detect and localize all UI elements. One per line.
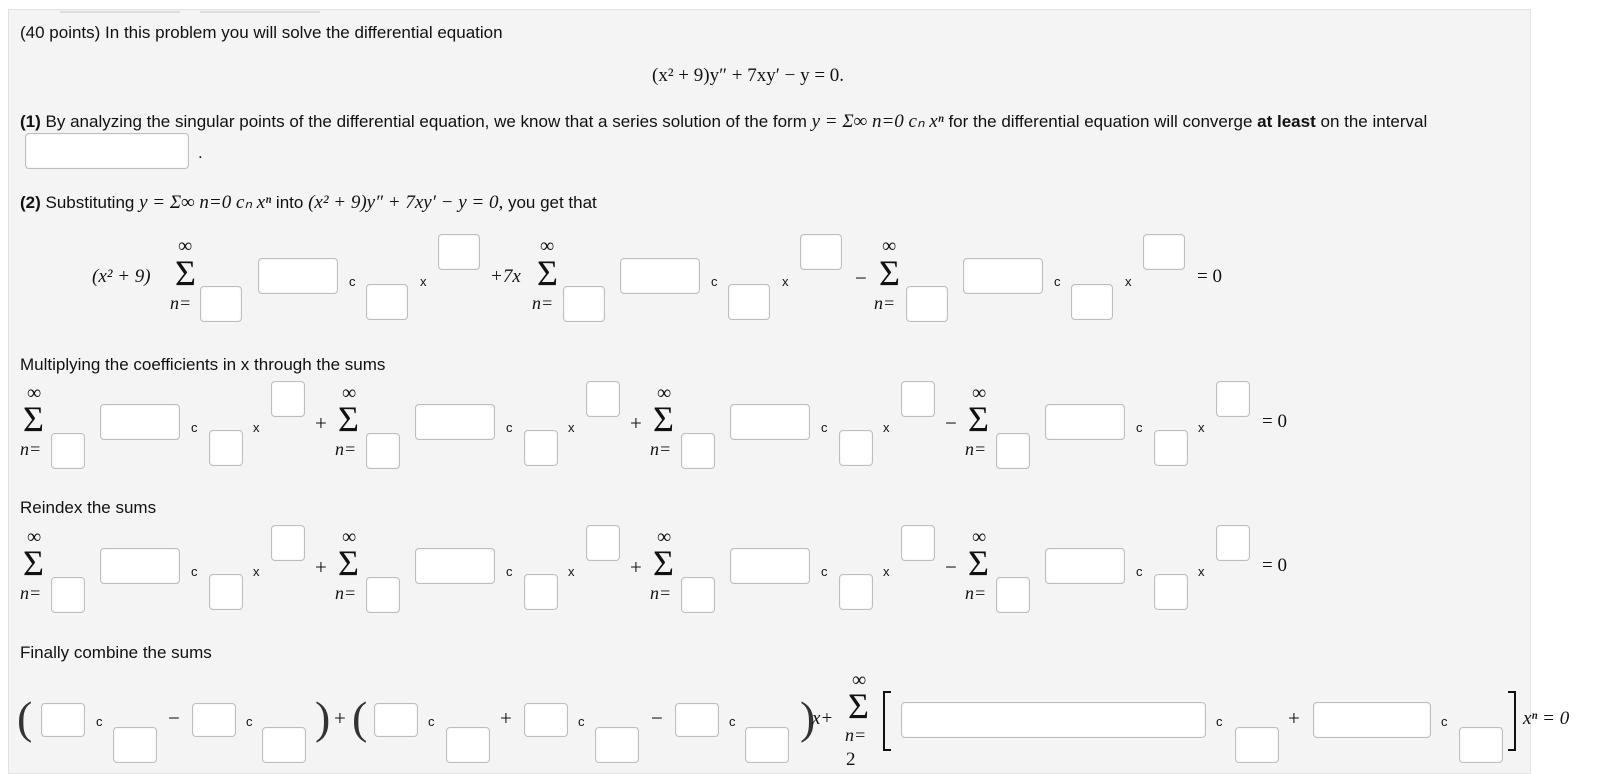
row2-term1-lower-index[interactable]: [51, 433, 85, 469]
row3-term2-c-subscript[interactable]: [524, 574, 558, 610]
intro-text: (40 points) In this problem you will solve the differential equation: [20, 23, 503, 42]
n-equals-label: n=: [845, 725, 867, 745]
x-plus-term: x+: [812, 708, 834, 729]
part2-text-after: you get that: [507, 193, 597, 212]
coef-c-label: c: [349, 274, 356, 289]
close-paren: ): [315, 692, 331, 743]
row2-term2-lower-index[interactable]: [366, 433, 400, 469]
part1-label: (1): [20, 112, 41, 131]
row3-term4-c-subscript[interactable]: [1154, 574, 1188, 610]
part1-emphasis: at least: [1257, 112, 1316, 131]
n-equals-label: n=: [20, 583, 42, 603]
infinity-symbol: ∞: [972, 382, 987, 404]
combine-group2-sub1[interactable]: [446, 727, 490, 763]
row3-term1-coefficient[interactable]: [100, 548, 180, 584]
part2-text-before: Substituting: [45, 193, 135, 212]
row3-term2-x-exponent[interactable]: [586, 525, 620, 561]
combine-group1-sub1[interactable]: [113, 727, 157, 763]
n-equals-label: n=: [965, 439, 987, 459]
row2-term2-c-subscript[interactable]: [524, 430, 558, 466]
minus-sign: −: [945, 555, 957, 579]
sigma-symbol: Σ: [338, 543, 359, 583]
coef-c-label: c: [246, 714, 253, 729]
row3-term4-x-exponent[interactable]: [1216, 525, 1250, 561]
coef-c-label: c: [506, 564, 513, 579]
row2-term2-x-exponent[interactable]: [586, 381, 620, 417]
row1-term1-lower-index[interactable]: [200, 286, 242, 322]
row1-term2-lower-index[interactable]: [563, 286, 605, 322]
sum-start-two: 2: [846, 749, 856, 770]
part1-text-before: By analyzing the singular points of the differential equation, we know that a series solution of the form: [45, 112, 807, 131]
infinity-symbol: ∞: [27, 526, 42, 548]
part1-text: [20, 110, 1427, 133]
part2-series: y = Σ∞ n=0 cₙ xⁿ: [139, 192, 272, 213]
coef-c-label: c: [96, 714, 103, 729]
n-equals-label: n=: [650, 583, 672, 603]
var-x-label: x: [1198, 420, 1205, 435]
row1-term1-coefficient[interactable]: [258, 258, 338, 294]
final-tail: xⁿ = 0: [1523, 708, 1570, 729]
part2-text: [20, 191, 597, 214]
equals-zero: = 0: [1262, 555, 1287, 576]
part1-text-after: on the interval: [1320, 112, 1428, 131]
infinity-symbol: ∞: [852, 669, 867, 691]
tab-strip: [60, 0, 460, 3]
row1-term1-x-exponent[interactable]: [438, 234, 480, 270]
infinity-symbol: ∞: [540, 235, 555, 257]
coef-c-label: c: [191, 564, 198, 579]
plus-sign: +: [334, 706, 346, 730]
row2-term2-coefficient[interactable]: [415, 404, 495, 440]
close-paren: ): [800, 692, 816, 743]
coef-c-label: c: [1441, 714, 1448, 729]
row3-term2-coefficient[interactable]: [415, 548, 495, 584]
coef-c-label: c: [506, 420, 513, 435]
row1-term2-c-subscript[interactable]: [728, 284, 770, 320]
row2-term1-coefficient[interactable]: [100, 404, 180, 440]
plus-sign: +: [500, 706, 512, 730]
minus-sign: −: [168, 706, 180, 730]
var-x-label: x: [883, 420, 890, 435]
interval-input[interactable]: [25, 133, 189, 169]
coef-c-label: c: [711, 274, 718, 289]
sigma-symbol: Σ: [338, 399, 359, 439]
var-x-label: x: [253, 420, 260, 435]
row3-term3-lower-index[interactable]: [681, 577, 715, 613]
plus-sign: +: [315, 411, 327, 435]
row1-term3-coefficient[interactable]: [963, 258, 1043, 294]
infinity-symbol: ∞: [882, 235, 897, 257]
sigma-symbol: Σ: [23, 543, 44, 583]
row1-term1-c-subscript[interactable]: [366, 284, 408, 320]
infinity-symbol: ∞: [342, 526, 357, 548]
row3-term4-coefficient[interactable]: [1045, 548, 1125, 584]
combine-group2-coef3[interactable]: [675, 703, 719, 737]
combine-group2-sub2[interactable]: [595, 727, 639, 763]
row1-term3-x-exponent[interactable]: [1143, 234, 1185, 270]
n-equals-label: n=: [650, 439, 672, 459]
row2-term3-lower-index[interactable]: [681, 433, 715, 469]
sigma-symbol: Σ: [968, 399, 989, 439]
open-paren: (: [352, 692, 368, 743]
row3-term2-lower-index[interactable]: [366, 577, 400, 613]
var-x-label: x: [1125, 274, 1132, 289]
var-x-label: x: [568, 420, 575, 435]
main-equation: (x² + 9)y″ + 7xy′ − y = 0.: [652, 65, 845, 86]
n-equals-label: n=: [335, 583, 357, 603]
row2-term1-c-subscript[interactable]: [209, 430, 243, 466]
section-multiplying: Multiplying the coefficients in x through the sums: [20, 355, 386, 374]
row2-term4-x-exponent[interactable]: [1216, 381, 1250, 417]
coef-c-label: c: [821, 420, 828, 435]
sigma-symbol: Σ: [23, 399, 44, 439]
row2-term3-c-subscript[interactable]: [839, 430, 873, 466]
var-x-label: x: [420, 274, 427, 289]
n-equals-label: n=: [335, 439, 357, 459]
plus-sign: +: [630, 555, 642, 579]
row2-term4-lower-index[interactable]: [996, 433, 1030, 469]
row2-term3-x-exponent[interactable]: [901, 381, 935, 417]
minus-sign: −: [651, 706, 663, 730]
combine-group2-sub3[interactable]: [745, 727, 789, 763]
combine-group1-sub2[interactable]: [262, 727, 306, 763]
row1-term2-x-exponent[interactable]: [800, 234, 842, 270]
part1-period: .: [198, 143, 203, 162]
sigma-symbol: Σ: [653, 543, 674, 583]
sigma-symbol: Σ: [968, 543, 989, 583]
part2-equation: (x² + 9)y″ + 7xy′ − y = 0,: [308, 192, 504, 213]
infinity-symbol: ∞: [27, 382, 42, 404]
infinity-symbol: ∞: [342, 382, 357, 404]
part2-label: (2): [20, 193, 41, 212]
plus-sign: +: [315, 555, 327, 579]
part2-text-mid: into: [275, 193, 304, 212]
row2-term1-x-exponent[interactable]: [271, 381, 305, 417]
left-bracket: [883, 691, 891, 751]
part1-text-mid: for the differential equation will converge: [948, 112, 1253, 131]
row1-mid-term: +7x: [490, 266, 521, 287]
combine-final-coef1[interactable]: [901, 702, 1206, 738]
coef-c-label: c: [1136, 564, 1143, 579]
row3-term1-x-exponent[interactable]: [271, 525, 305, 561]
coef-c-label: c: [729, 714, 736, 729]
row1-prefix: (x² + 9): [92, 266, 151, 287]
row2-term3-coefficient[interactable]: [730, 404, 810, 440]
row1-term2-coefficient[interactable]: [620, 258, 700, 294]
combine-group2-coef1[interactable]: [374, 703, 418, 737]
n-equals-label: n=: [965, 583, 987, 603]
var-x-label: x: [883, 564, 890, 579]
combine-final-coef2[interactable]: [1313, 702, 1431, 738]
n-equals-label: n=: [20, 439, 42, 459]
combine-final-sub2[interactable]: [1459, 727, 1503, 763]
coef-c-label: c: [821, 564, 828, 579]
coef-c-label: c: [1136, 420, 1143, 435]
coef-c-label: c: [578, 714, 585, 729]
row3-term1-c-subscript[interactable]: [209, 574, 243, 610]
infinity-symbol: ∞: [657, 382, 672, 404]
coef-c-label: c: [1216, 714, 1223, 729]
section-reindex: Reindex the sums: [20, 498, 157, 517]
var-x-label: x: [782, 274, 789, 289]
minus-sign: −: [855, 266, 867, 290]
infinity-symbol: ∞: [657, 526, 672, 548]
row2-term4-c-subscript[interactable]: [1154, 430, 1188, 466]
row2-term4-coefficient[interactable]: [1045, 404, 1125, 440]
sigma-symbol: Σ: [879, 253, 900, 293]
combine-group1-coef2[interactable]: [192, 703, 236, 737]
coef-c-label: c: [428, 714, 435, 729]
row1-term3-c-subscript[interactable]: [1071, 284, 1113, 320]
n-equals-label: n=: [170, 293, 192, 313]
right-bracket: [1508, 691, 1516, 751]
part1-series: y = Σ∞ n=0 cₙ xⁿ: [811, 111, 944, 132]
row3-term3-x-exponent[interactable]: [901, 525, 935, 561]
row3-term3-coefficient[interactable]: [730, 548, 810, 584]
sigma-symbol: Σ: [653, 399, 674, 439]
plus-sign: +: [1288, 706, 1300, 730]
equals-zero: = 0: [1262, 411, 1287, 432]
sigma-symbol: Σ: [848, 686, 869, 726]
coef-c-label: c: [1054, 274, 1061, 289]
n-equals-label: n=: [874, 293, 896, 313]
sigma-symbol: Σ: [175, 253, 196, 293]
combine-group2-coef2[interactable]: [524, 703, 568, 737]
open-paren: (: [17, 692, 33, 743]
equals-zero: = 0: [1197, 266, 1222, 287]
infinity-symbol: ∞: [178, 235, 193, 257]
plus-sign: +: [630, 411, 642, 435]
var-x-label: x: [1198, 564, 1205, 579]
row3-term4-lower-index[interactable]: [996, 577, 1030, 613]
n-equals-label: n=: [532, 293, 554, 313]
row1-term3-lower-index[interactable]: [906, 286, 948, 322]
coef-c-label: c: [191, 420, 198, 435]
sigma-symbol: Σ: [537, 253, 558, 293]
section-combine: Finally combine the sums: [20, 643, 212, 662]
minus-sign: −: [945, 411, 957, 435]
infinity-symbol: ∞: [972, 526, 987, 548]
combine-group1-coef1[interactable]: [41, 703, 85, 737]
combine-final-sub1[interactable]: [1235, 727, 1279, 763]
row3-term3-c-subscript[interactable]: [839, 574, 873, 610]
row3-term1-lower-index[interactable]: [51, 577, 85, 613]
var-x-label: x: [568, 564, 575, 579]
var-x-label: x: [253, 564, 260, 579]
